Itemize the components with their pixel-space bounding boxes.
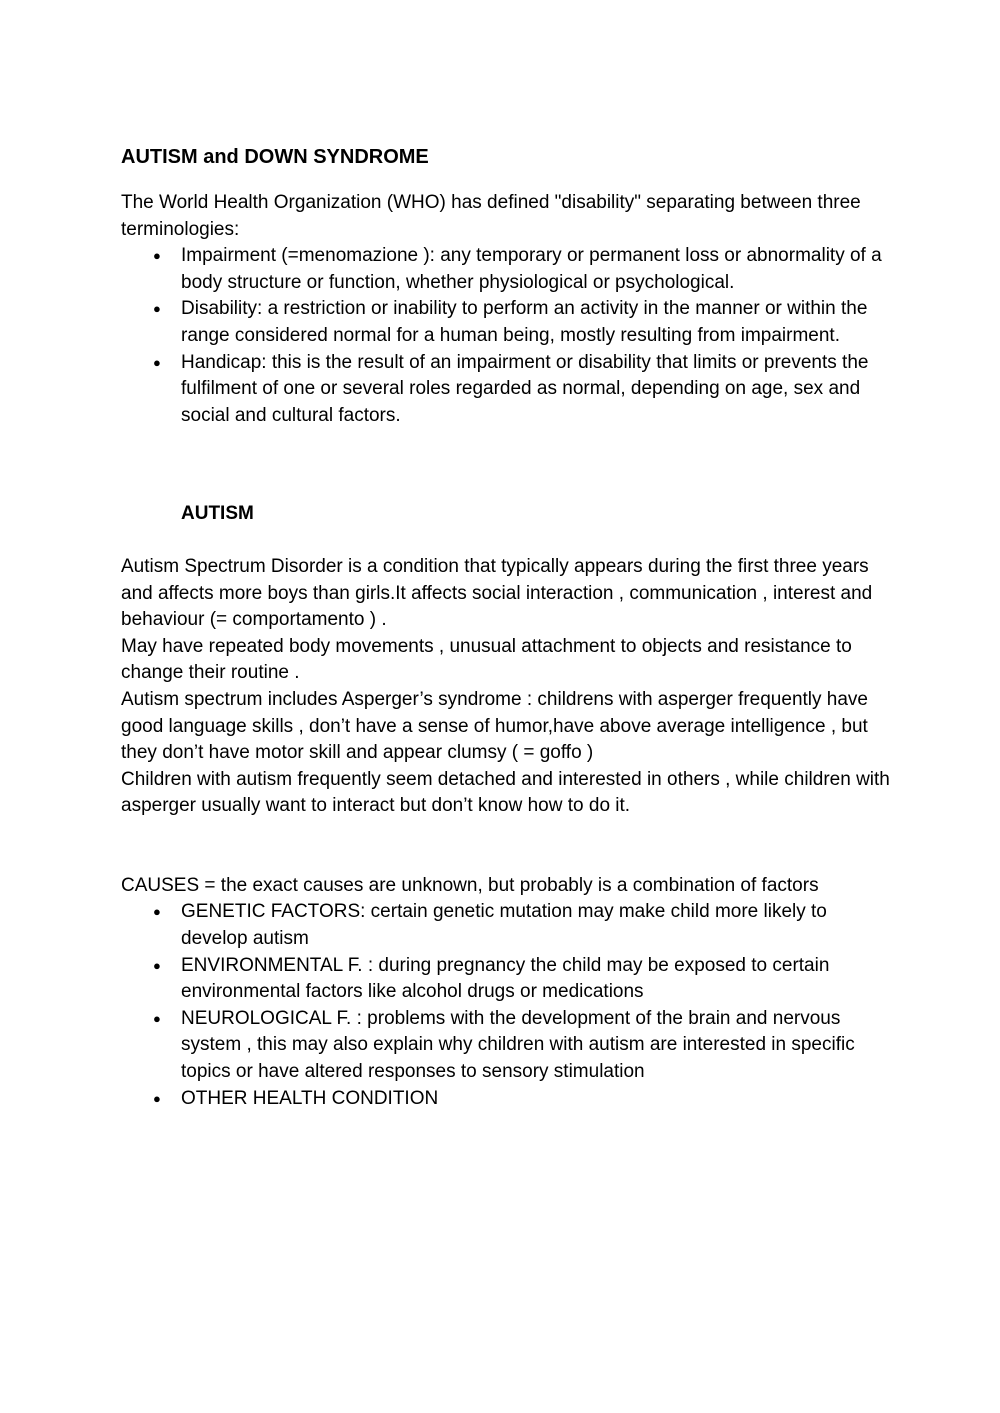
list-item-text: Impairment (=menomazione ): any temporary or permanent loss or abnormality of a body structure or function, whether physiological or psychological. xyxy=(181,245,882,293)
list-item xyxy=(121,296,891,349)
bullet-icon: ● xyxy=(153,904,161,920)
autism-paragraph: Autism Spectrum Disorder is a condition that typically appears during the first three years and affects more boys than girls.It affects social interaction , communication , interest and behaviour (= comportamento ) . xyxy=(121,555,873,631)
autism-paragraph: May have repeated body movements , unusual attachment to objects and resistance to change their routine . xyxy=(121,635,852,684)
list-item-text: OTHER HEALTH CONDITION xyxy=(181,1087,439,1109)
bullet-icon: ● xyxy=(153,248,161,264)
bullet-icon: ● xyxy=(153,354,161,370)
causes-list xyxy=(121,899,891,1112)
list-item-text: Handicap: this is the result of an impairment or disability that limits or prevents the fulfilment of one or several roles regarded as normal, depending on age, sex and social and cultural factors. xyxy=(181,351,869,426)
document-title: AUTISM and DOWN SYNDROME xyxy=(121,146,429,168)
who-definitions-list xyxy=(121,243,891,429)
autism-paragraph: Children with autism frequently seem detached and interested in others , while children with asperger usually want to interact but don’t know how to do it. xyxy=(121,768,890,817)
autism-paragraph: Autism spectrum includes Asperger’s syndrome : childrens with asperger frequently have good language skills , don’t have a sense of humor,have above average intelligence , but they don’t have motor skill and appear clumsy ( = goffo ) xyxy=(121,688,868,764)
list-item xyxy=(121,899,891,952)
list-item-text: ENVIRONMENTAL F. : during pregnancy the child may be exposed to certain environmental factors like alcohol drugs or medications xyxy=(181,954,830,1003)
intro-paragraph: The World Health Organization (WHO) has defined "disability" separating between three terminologies: xyxy=(121,192,861,240)
causes-intro: CAUSES = the exact causes are unknown, but probably is a combination of factors xyxy=(121,874,819,896)
list-item xyxy=(121,1006,891,1086)
bullet-icon: ● xyxy=(153,1090,161,1106)
list-item xyxy=(121,350,891,430)
bullet-icon: ● xyxy=(153,1010,161,1026)
bullet-icon: ● xyxy=(153,301,161,317)
document-page xyxy=(121,142,891,1112)
list-item-text: GENETIC FACTORS: certain genetic mutation may make child more likely to develop autism xyxy=(181,901,827,950)
list-item-text: NEUROLOGICAL F. : problems with the development of the brain and nervous system , this may also explain why children with autism are interested in specific topics or have altered responses to sensory stimulation xyxy=(181,1007,855,1083)
list-item xyxy=(121,953,891,1006)
bullet-icon: ● xyxy=(153,957,161,973)
list-item-text: Disability: a restriction or inability to perform an activity in the manner or within the range considered normal for a human being, mostly resulting from impairment. xyxy=(181,298,868,346)
list-item xyxy=(121,1086,891,1113)
list-item xyxy=(121,243,891,296)
section-heading-autism: AUTISM xyxy=(181,503,254,525)
